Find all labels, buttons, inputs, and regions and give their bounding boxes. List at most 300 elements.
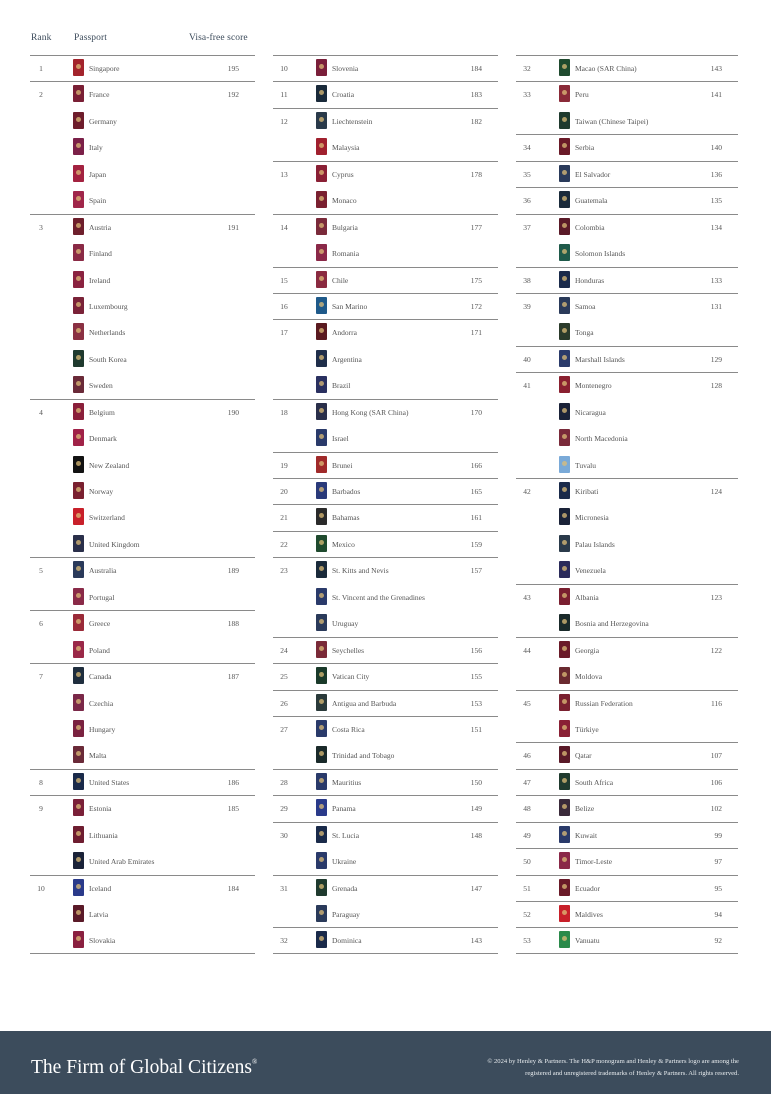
passport-cover-icon: [73, 746, 84, 763]
passport-cover-icon: [559, 165, 570, 182]
rank-value: 12: [280, 116, 288, 126]
passport-cover-icon: [559, 138, 570, 155]
passport-cover-icon: [559, 588, 570, 605]
table-row: [273, 742, 498, 768]
passport-cover-icon: [559, 905, 570, 922]
visa-free-score: 161: [470, 513, 482, 523]
table-row: [30, 901, 255, 927]
country-name: Mexico: [332, 539, 355, 549]
passport-cover-icon: [73, 482, 84, 499]
visa-free-score: 150: [470, 777, 482, 787]
rank-value: 47: [523, 777, 531, 787]
table-row: [30, 875, 255, 901]
visa-free-score: 183: [470, 90, 482, 100]
table-row: [273, 769, 498, 795]
country-name: St. Vincent and the Grenadines: [332, 592, 425, 602]
rank-value: 49: [523, 830, 531, 840]
visa-free-score: 186: [227, 777, 239, 787]
passport-cover-icon: [316, 826, 327, 843]
passport-cover-icon: [559, 746, 570, 763]
country-name: Serbia: [575, 143, 595, 153]
passport-cover-icon: [316, 852, 327, 869]
passport-cover-icon: [316, 508, 327, 525]
passport-cover-icon: [73, 879, 84, 896]
visa-free-score: 192: [227, 90, 239, 100]
rank-value: 17: [280, 328, 288, 338]
country-name: Kiribati: [575, 487, 599, 496]
rank-value: 40: [523, 354, 531, 364]
passport-header: Passport: [74, 33, 107, 43]
table-row: [30, 240, 255, 266]
table-row: [273, 822, 498, 848]
table-row: [273, 663, 498, 689]
country-name: Ukraine: [332, 857, 357, 867]
country-name: Estonia: [89, 804, 112, 814]
visa-free-score: 92: [714, 936, 722, 946]
table-row: [273, 399, 498, 425]
country-name: Bosnia and Herzegovina: [575, 619, 649, 629]
country-name: Hungary: [89, 724, 116, 734]
table-row: [30, 557, 255, 583]
table-row: [30, 690, 255, 716]
country-name: Malta: [89, 751, 107, 761]
visa-free-score: 190: [227, 407, 239, 417]
visa-free-score: 122: [710, 645, 722, 655]
rank-value: 3: [39, 222, 43, 232]
table-row: [273, 901, 498, 927]
country-name: Lithuania: [89, 830, 118, 840]
rank-value: 32: [280, 936, 288, 946]
rank-value: 9: [39, 804, 43, 814]
country-name: Trinidad and Tobago: [332, 751, 395, 761]
passport-cover-icon: [73, 271, 84, 288]
passport-cover-icon: [73, 799, 84, 816]
rank-header: Rank: [31, 33, 52, 43]
table-row: [273, 927, 498, 953]
country-name: Moldova: [575, 672, 603, 682]
table-row: [516, 267, 738, 293]
passport-cover-icon: [73, 667, 84, 684]
rank-value: 10: [280, 64, 288, 73]
visa-free-score: 156: [470, 645, 482, 655]
country-name: Slovakia: [89, 936, 116, 946]
passport-cover-icon: [316, 694, 327, 711]
passport-cover-icon: [73, 694, 84, 711]
passport-cover-icon: [316, 244, 327, 261]
passport-cover-icon: [559, 350, 570, 367]
rank-value: 33: [523, 90, 531, 100]
passport-cover-icon: [316, 641, 327, 658]
rank-value: 45: [523, 698, 531, 708]
rank-value: 14: [280, 222, 288, 232]
table-row: [273, 108, 498, 134]
country-name: Singapore: [89, 64, 120, 73]
table-row: [30, 610, 255, 636]
country-name: Ireland: [89, 275, 111, 285]
table-row: [273, 531, 498, 557]
table-row: [516, 795, 738, 821]
table-row: [273, 690, 498, 716]
passport-cover-icon: [316, 376, 327, 393]
passport-cover-icon: [559, 297, 570, 314]
passport-cover-icon: [73, 456, 84, 473]
table-row: [273, 848, 498, 874]
visa-free-score: 148: [470, 830, 482, 840]
country-name: Georgia: [575, 645, 600, 655]
rank-value: 48: [523, 804, 531, 814]
table-row: [516, 81, 738, 107]
passport-cover-icon: [73, 376, 84, 393]
table-row: [516, 293, 738, 319]
visa-free-score: 116: [711, 698, 722, 708]
passport-cover-icon: [316, 165, 327, 182]
passport-cover-icon: [316, 218, 327, 235]
country-name: South Korea: [89, 354, 127, 364]
country-name: Albania: [575, 592, 599, 602]
rank-value: 39: [523, 301, 531, 311]
country-name: Sweden: [89, 381, 113, 391]
table-row: [273, 557, 498, 583]
table-row: [516, 452, 738, 478]
passport-cover-icon: [316, 746, 327, 763]
rank-value: 46: [523, 751, 531, 761]
passport-cover-icon: [316, 614, 327, 631]
table-row: [516, 504, 738, 530]
country-name: St. Kitts and Nevis: [332, 566, 389, 576]
country-name: Qatar: [575, 751, 592, 761]
ranking-column-2: [273, 55, 498, 954]
country-name: Russian Federation: [575, 698, 633, 708]
passport-cover-icon: [73, 112, 84, 129]
rank-value: 44: [523, 645, 531, 655]
table-row: [30, 478, 255, 504]
table-row: [30, 637, 255, 663]
country-name: Ecuador: [575, 883, 600, 893]
table-row: [516, 346, 738, 372]
table-row: [516, 425, 738, 451]
rank-value: 21: [280, 513, 288, 523]
country-name: Hong Kong (SAR China): [332, 407, 409, 417]
country-name: Seychelles: [332, 645, 365, 655]
table-row: [30, 81, 255, 107]
rank-value: 6: [39, 619, 43, 629]
country-name: Türkiye: [575, 724, 599, 734]
passport-cover-icon: [73, 350, 84, 367]
passport-cover-icon: [316, 482, 327, 499]
passport-cover-icon: [73, 297, 84, 314]
table-row: [516, 108, 738, 134]
table-row: [30, 399, 255, 425]
table-row: [30, 267, 255, 293]
table-row: [30, 716, 255, 742]
table-row: [516, 557, 738, 583]
passport-cover-icon: [73, 614, 84, 631]
country-name: Timor-Leste: [575, 857, 613, 867]
visa-free-score: 184: [227, 883, 239, 893]
passport-cover-icon: [73, 323, 84, 340]
passport-cover-icon: [316, 879, 327, 896]
passport-cover-icon: [316, 561, 327, 578]
copyright-notice: [409, 1056, 739, 1079]
visa-free-score: 123: [710, 592, 722, 602]
country-name: Vanuatu: [575, 936, 600, 946]
table-row: [30, 293, 255, 319]
table-row: [30, 584, 255, 610]
passport-cover-icon: [559, 641, 570, 658]
table-row: [273, 134, 498, 160]
country-name: Australia: [89, 566, 117, 576]
country-name: Switzerland: [89, 513, 125, 523]
passport-cover-icon: [316, 773, 327, 790]
rank-value: 31: [280, 883, 288, 893]
country-name: Argentina: [332, 354, 362, 364]
table-row: [516, 822, 738, 848]
passport-cover-icon: [316, 535, 327, 552]
footer-bar: [0, 1031, 771, 1094]
country-name: Austria: [89, 222, 112, 232]
table-row: [273, 187, 498, 213]
rank-value: 34: [523, 143, 531, 153]
country-name: Colombia: [575, 222, 605, 232]
visa-free-score: 135: [710, 196, 722, 206]
visa-free-score: 94: [714, 910, 722, 919]
country-name: Belize: [575, 804, 595, 814]
visa-free-score: 128: [710, 381, 722, 391]
table-row: [516, 848, 738, 874]
country-name: St. Lucia: [332, 830, 360, 840]
passport-cover-icon: [73, 429, 84, 446]
country-name: Maldives: [575, 910, 603, 919]
table-row: [273, 372, 498, 398]
passport-cover-icon: [73, 85, 84, 102]
rank-value: 22: [280, 539, 288, 549]
table-row: [273, 161, 498, 187]
rank-value: 38: [523, 275, 531, 285]
country-name: New Zealand: [89, 460, 130, 470]
rank-value: 16: [280, 301, 288, 311]
country-name: El Salvador: [575, 169, 611, 179]
country-name: Brazil: [332, 381, 351, 391]
rank-value: 35: [523, 169, 531, 179]
passport-cover-icon: [316, 350, 327, 367]
rank-value: 23: [280, 566, 288, 576]
table-row: [30, 161, 255, 187]
visa-free-score: 151: [470, 724, 482, 734]
country-name: South Africa: [575, 777, 614, 787]
passport-cover-icon: [73, 905, 84, 922]
visa-free-score: 131: [710, 301, 722, 311]
visa-free-score: 102: [710, 804, 722, 814]
visa-free-score: 175: [470, 275, 482, 285]
rank-value: 15: [280, 275, 288, 285]
visa-free-score: 99: [714, 830, 722, 840]
passport-cover-icon: [559, 561, 570, 578]
table-row: [516, 134, 738, 160]
visa-free-score: 185: [227, 804, 239, 814]
table-row: [273, 637, 498, 663]
country-name: Monaco: [332, 196, 357, 206]
passport-cover-icon: [73, 561, 84, 578]
visa-free-score: 157: [470, 566, 482, 576]
table-row: [30, 372, 255, 398]
tagline-text: The Firm of Global Citizens: [31, 1057, 252, 1078]
rank-value: 41: [523, 381, 531, 391]
country-name: Taiwan (Chinese Taipei): [575, 116, 649, 126]
visa-free-score: 107: [710, 751, 722, 761]
passport-cover-icon: [559, 773, 570, 790]
country-name: Canada: [89, 672, 112, 682]
table-row: [516, 319, 738, 345]
visa-free-score: 140: [710, 143, 722, 153]
table-row: [273, 81, 498, 107]
table-row: [273, 425, 498, 451]
country-name: Guatemala: [575, 196, 608, 206]
passport-cover-icon: [73, 852, 84, 869]
table-row: [273, 240, 498, 266]
country-name: Antigua and Barbuda: [332, 698, 397, 708]
table-row: [516, 769, 738, 795]
country-name: Czechia: [89, 698, 114, 708]
passport-cover-icon: [559, 535, 570, 552]
table-row: [273, 875, 498, 901]
table-row: [516, 663, 738, 689]
visa-free-score: 165: [470, 487, 482, 496]
passport-cover-icon: [316, 931, 327, 948]
rank-value: 29: [280, 804, 288, 814]
visa-free-score: 189: [227, 566, 239, 576]
table-row: [273, 584, 498, 610]
country-name: Latvia: [89, 910, 109, 919]
country-name: Costa Rica: [332, 724, 365, 734]
passport-cover-icon: [316, 59, 327, 76]
passport-cover-icon: [316, 323, 327, 340]
country-name: Solomon Islands: [575, 249, 626, 259]
passport-cover-icon: [73, 138, 84, 155]
country-name: Japan: [89, 169, 107, 179]
visa-free-score: 133: [710, 275, 722, 285]
table-row: [30, 795, 255, 821]
country-name: Montenegro: [575, 381, 612, 391]
country-name: San Marino: [332, 301, 368, 311]
passport-cover-icon: [316, 667, 327, 684]
table-row: [30, 425, 255, 451]
country-name: United States: [89, 777, 130, 787]
passport-cover-icon: [559, 720, 570, 737]
passport-cover-icon: [559, 376, 570, 393]
visa-free-score: 195: [227, 64, 239, 73]
country-name: Malaysia: [332, 143, 360, 153]
country-name: Denmark: [89, 434, 117, 444]
passport-cover-icon: [316, 138, 327, 155]
visa-free-score: 143: [470, 936, 482, 946]
visa-free-score: 97: [714, 857, 722, 867]
table-row: [30, 214, 255, 240]
country-name: Bahamas: [332, 513, 360, 523]
table-row: [516, 742, 738, 768]
rank-value: 8: [39, 777, 43, 787]
table-row: [273, 504, 498, 530]
visa-free-score: 171: [470, 328, 482, 338]
country-name: Vatican City: [332, 672, 370, 682]
country-name: Greece: [89, 619, 111, 629]
passport-cover-icon: [559, 879, 570, 896]
rank-value: 26: [280, 698, 288, 708]
table-row: [273, 478, 498, 504]
passport-cover-icon: [559, 59, 570, 76]
passport-cover-icon: [559, 323, 570, 340]
passport-cover-icon: [316, 905, 327, 922]
table-row: [273, 293, 498, 319]
country-name: North Macedonia: [575, 434, 628, 444]
country-name: Mauritius: [332, 777, 362, 787]
visa-free-score: 155: [470, 672, 482, 682]
passport-cover-icon: [73, 641, 84, 658]
rank-value: 30: [280, 830, 288, 840]
table-row: [30, 134, 255, 160]
visa-free-score: 166: [470, 460, 482, 470]
table-row: [516, 716, 738, 742]
country-name: Dominica: [332, 936, 362, 946]
rank-value: 51: [523, 883, 531, 893]
visa-free-score: 188: [227, 619, 239, 629]
passport-cover-icon: [73, 218, 84, 235]
passport-cover-icon: [559, 614, 570, 631]
ranking-column-3: [516, 55, 738, 954]
country-name: Barbados: [332, 487, 361, 496]
rank-value: 37: [523, 222, 531, 232]
country-name: Honduras: [575, 275, 605, 285]
visa-free-score: 134: [710, 222, 722, 232]
country-name: Nicaragua: [575, 407, 606, 417]
rank-value: 11: [280, 90, 288, 100]
rank-value: 53: [523, 936, 531, 946]
rank-value: 19: [280, 460, 288, 470]
passport-cover-icon: [316, 720, 327, 737]
country-name: Marshall Islands: [575, 354, 625, 364]
visa-free-score-header: Visa-free score: [189, 33, 248, 43]
visa-free-score: 184: [470, 64, 482, 73]
rank-value: 52: [523, 910, 531, 919]
country-name: Spain: [89, 196, 107, 206]
passport-cover-icon: [316, 271, 327, 288]
country-name: Palau Islands: [575, 539, 615, 549]
visa-free-score: 172: [470, 301, 482, 311]
country-name: Luxembourg: [89, 301, 128, 311]
visa-free-score: 136: [710, 169, 722, 179]
passport-cover-icon: [316, 588, 327, 605]
copyright-line-2: registered and unregistered trademarks of Henley & Partners. All rights reserved.: [525, 1069, 739, 1077]
table-row: [273, 319, 498, 345]
copyright-line-1: © 2024 by Henley & Partners. The H&P monogram and Henley & Partners logo are among the: [487, 1058, 739, 1065]
passport-cover-icon: [73, 773, 84, 790]
rank-value: 18: [280, 407, 288, 417]
visa-free-score: 178: [470, 169, 482, 179]
rank-value: 42: [523, 487, 531, 496]
country-name: Tuvalu: [575, 460, 596, 470]
passport-cover-icon: [559, 508, 570, 525]
table-row: [273, 452, 498, 478]
rank-value: 13: [280, 169, 288, 179]
country-name: Bulgaria: [332, 222, 358, 232]
passport-cover-icon: [73, 826, 84, 843]
passport-cover-icon: [316, 799, 327, 816]
country-name: Micronesia: [575, 513, 609, 523]
rank-value: 32: [523, 64, 531, 73]
visa-free-score: 177: [470, 222, 482, 232]
country-name: Grenada: [332, 883, 358, 893]
table-row: [516, 690, 738, 716]
country-name: Kuwait: [575, 830, 598, 840]
